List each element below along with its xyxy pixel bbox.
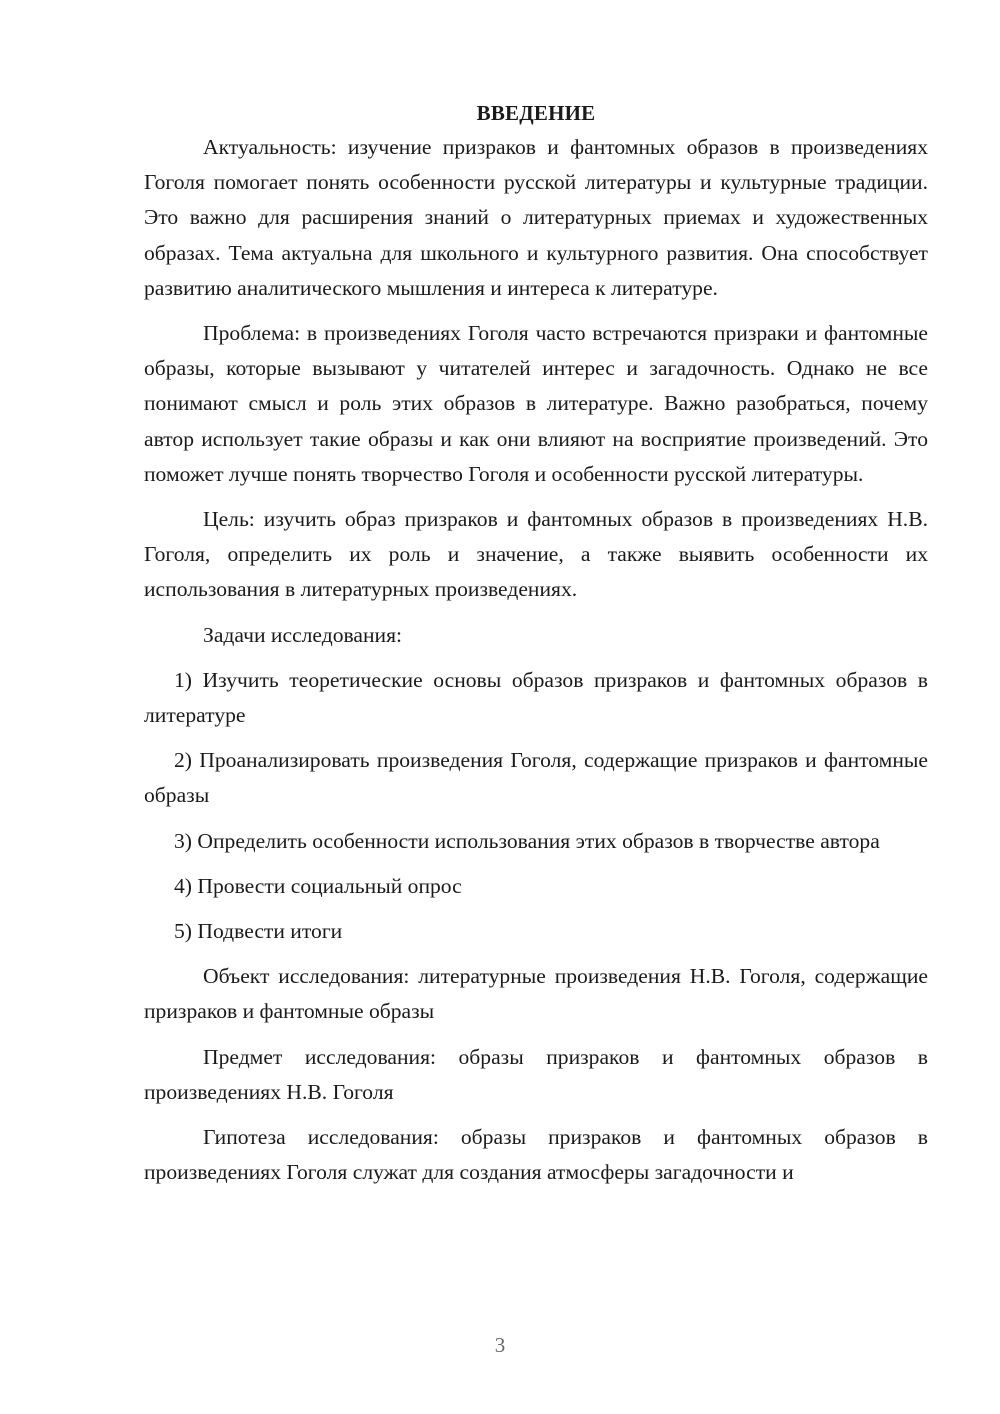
page-number: 3 xyxy=(494,1333,506,1357)
paragraph-subject: Предмет исследования: образы призраков и фантомных образов в произведениях Н.В. Гоголя xyxy=(144,1044,928,1104)
page-title: ВВЕДЕНИЕ xyxy=(476,101,596,125)
paragraph-object: Объект исследования: литературные произведения Н.В. Гоголя, содержащие призраков и фантомные образы xyxy=(144,964,928,1024)
task-item-3: 3) Определить особенности использования этих образов в творчестве автора xyxy=(174,828,880,853)
task-item-1: 1) Изучить теоретические основы образов призраков и фантомных образов в литературе xyxy=(144,667,928,728)
task-item-2: 2) Проанализировать произведения Гоголя, содержащие призраков и фантомные образы xyxy=(144,748,928,808)
paragraph-tasks-heading: Задачи исследования: xyxy=(203,622,403,647)
task-item-4: 4) Провести социальный опрос xyxy=(174,873,462,898)
paragraph-hypothesis: Гипотеза исследования: образы призраков и фантомных образов в произведениях Гоголя служат для создания атмосферы загадочности и xyxy=(144,1125,928,1185)
task-item-5: 5) Подвести итоги xyxy=(174,919,343,944)
document-page xyxy=(144,96,928,1200)
paragraph-goal: Цель: изучить образ призраков и фантомных образов в произведениях Н.В. Гоголя, определить их роль и значение, а также выявить особенности их использования в литературных произведениях. xyxy=(144,507,928,602)
paragraph-problem: Проблема: в произведениях Гоголя часто встречаются призраки и фантомные образы, которые вызывают у читателей интерес и загадочность. Однако не все понимают смысл и роль этих образов в литературе. Важно разобраться, почему автор использует такие образы и как они влияют на восприятие произведений. Это поможет лучше понять творчество Гоголя и особенности русской литературы. xyxy=(144,321,928,486)
paragraph-relevance: Актуальность: изучение призраков и фантомных образов в произведениях Гоголя помогает понять особенности русской литературы и культурные традиции. Это важно для расширения знаний о литературных приемах и художественных образах. Тема актуальна для школьного и культурного развития. Она способствует развитию аналитического мышления и интереса к литературе. xyxy=(144,135,928,300)
